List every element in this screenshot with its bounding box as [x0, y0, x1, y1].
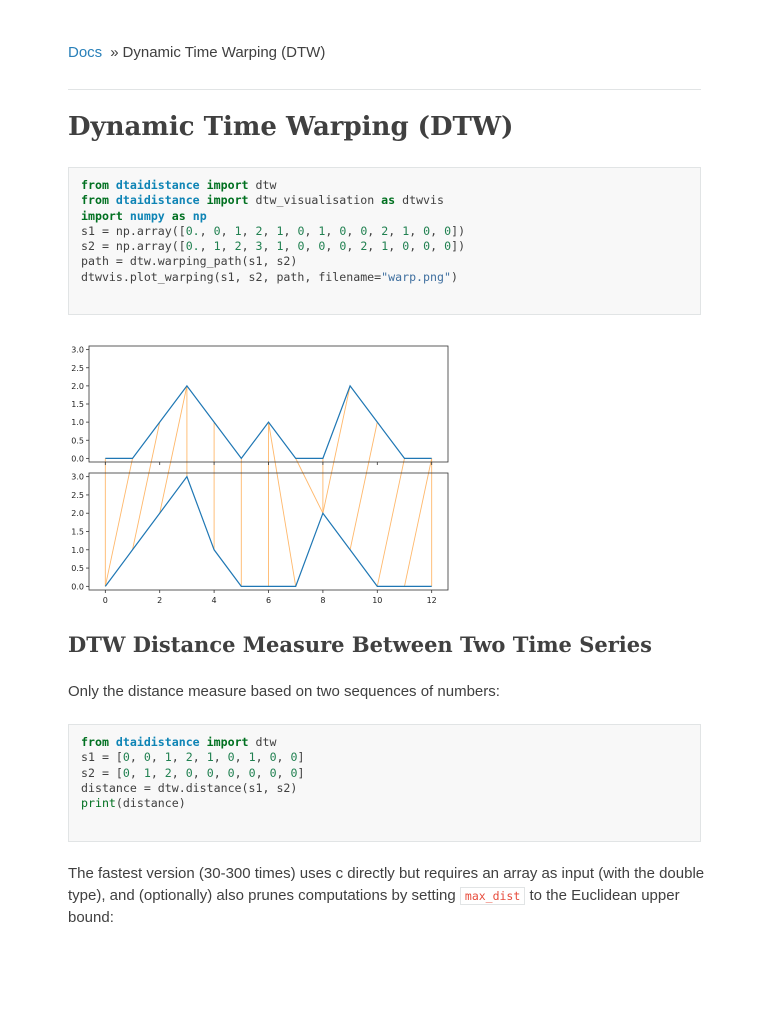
code-token: ,: [409, 239, 424, 254]
code-token: ,: [213, 750, 228, 765]
code-token: import: [206, 193, 249, 208]
code-token: 0: [269, 765, 277, 780]
breadcrumb: [68, 44, 325, 61]
paragraph-text-after: to the Euclidean upper bound:: [68, 887, 680, 926]
xtick-label: 8: [320, 596, 326, 605]
code-token: ,: [304, 239, 319, 254]
paragraph-distance-intro: Only the distance measure based on two sequences of numbers:: [68, 683, 500, 700]
xtick-label: 6: [265, 596, 272, 605]
warping-line: [404, 458, 431, 586]
code-token: ,: [283, 239, 298, 254]
code-token: as: [171, 208, 186, 223]
code-token: 0: [423, 239, 431, 254]
code-token: ): [450, 269, 458, 284]
code-token: ,: [213, 765, 228, 780]
page-title: Dynamic Time Warping (DTW): [68, 112, 514, 142]
code-token: ,: [220, 223, 235, 238]
code-token: dtaidistance: [115, 178, 200, 192]
code-token: as: [381, 193, 396, 208]
code-token: 1: [164, 750, 172, 765]
code-token: ,: [171, 765, 186, 780]
code-token: import: [206, 178, 249, 192]
code-token: 1: [248, 750, 256, 765]
code-token: 0: [227, 765, 235, 780]
code-token: 0.: [185, 223, 200, 238]
code-token: 1: [143, 765, 151, 780]
code-line: [81, 270, 688, 285]
bottom-panel-ytick-label: 2.0: [71, 509, 84, 519]
top-panel-ytick-label: 0.5: [71, 436, 84, 446]
warping-line: [296, 458, 323, 513]
code-token: import: [206, 735, 249, 749]
code-block-distance: [68, 724, 701, 842]
code-token: 0: [269, 750, 277, 765]
code-token: ,: [276, 750, 291, 765]
xtick-label: 12: [426, 596, 437, 605]
code-token: dtaidistance: [115, 193, 200, 208]
code-token: ,: [150, 765, 165, 780]
code-token: 1: [402, 223, 410, 238]
code-token: ,: [171, 750, 186, 765]
code-token: dtw: [248, 735, 277, 749]
bottom-panel-ytick-label: 0.0: [71, 582, 84, 592]
code-token: [200, 193, 207, 207]
code-token: [200, 178, 207, 192]
code-token: ,: [304, 223, 319, 238]
code-token: 0: [360, 223, 368, 238]
code-token: 2: [360, 239, 368, 254]
code-token: [165, 209, 172, 223]
xtick-label: 4: [211, 596, 217, 605]
code-token: "warp.png": [381, 269, 451, 284]
code-token: 1: [234, 223, 242, 238]
code-token: ,: [283, 223, 298, 238]
code-token: ,: [430, 239, 445, 254]
code-block-plot-warping: [68, 167, 701, 315]
code-token: ,: [241, 223, 256, 238]
code-token: 2: [255, 223, 263, 238]
code-token: 1: [276, 223, 284, 238]
code-token: (distance): [115, 796, 186, 811]
code-token: 1: [381, 239, 389, 254]
code-token: ,: [346, 223, 361, 238]
code-token: ,: [388, 239, 403, 254]
code-line: [81, 750, 688, 765]
breadcrumb-separator: »: [110, 44, 119, 61]
code-token: 0: [290, 765, 298, 780]
code-token: 2: [185, 750, 193, 765]
bottom-panel-ytick-label: 2.5: [71, 490, 84, 500]
code-token: 1: [213, 239, 221, 254]
code-line: [81, 239, 688, 254]
bottom-panel-ytick-label: 3.0: [71, 472, 84, 482]
code-token: print: [81, 796, 116, 811]
code-token: 0: [318, 239, 326, 254]
code-token: ,: [276, 765, 291, 780]
code-token: dtw_visualisation: [248, 193, 382, 208]
code-token: ,: [129, 750, 144, 765]
code-token: 0: [206, 765, 214, 780]
code-token: [200, 735, 207, 749]
breadcrumb-current: Dynamic Time Warping (DTW): [122, 44, 326, 61]
code-line: [81, 254, 688, 269]
code-token: 1: [318, 223, 326, 238]
header-divider: [68, 89, 701, 90]
inline-code-max-dist: max_dist: [460, 887, 525, 905]
code-token: s1 = np.array([: [81, 223, 186, 238]
code-token: 3: [255, 239, 263, 254]
code-token: ,: [220, 239, 235, 254]
top-panel-ytick-label: 3.0: [71, 345, 84, 355]
warping-line: [377, 458, 404, 586]
code-token: ,: [199, 239, 214, 254]
code-token: 0: [423, 223, 431, 238]
code-token: [186, 209, 193, 223]
code-token: ,: [346, 239, 361, 254]
top-panel-ytick-label: 1.0: [71, 418, 84, 428]
code-token: dtwvis.plot_warping(s1, s2, path, filename=: [81, 269, 382, 284]
code-token: ,: [325, 223, 340, 238]
code-token: 0.: [185, 239, 200, 254]
code-token: 0: [213, 223, 221, 238]
code-token: 0: [297, 223, 305, 238]
top-panel-ytick-label: 2.0: [71, 381, 84, 391]
code-token: ]): [451, 223, 466, 238]
top-panel-ytick-label: 0.0: [71, 454, 84, 464]
code-token: ,: [262, 239, 277, 254]
code-token: np: [192, 208, 207, 223]
code-line: [81, 209, 688, 224]
code-line: [81, 796, 688, 811]
code-token: ,: [192, 750, 207, 765]
code-token: 2: [234, 239, 242, 254]
code-token: 0: [248, 765, 256, 780]
code-token: ,: [129, 765, 144, 780]
code-token: 0: [122, 750, 130, 765]
warping-line: [269, 422, 296, 586]
code-token: 0: [339, 223, 347, 238]
code-token: path = dtw.warping_path(s1, s2): [81, 254, 298, 269]
section-heading: DTW Distance Measure Between Two Time Series: [68, 632, 652, 657]
code-token: 0: [290, 750, 298, 765]
code-line: [81, 193, 688, 208]
code-token: ,: [325, 239, 340, 254]
code-token: ,: [388, 223, 403, 238]
code-token: ,: [430, 223, 445, 238]
code-token: 2: [164, 765, 172, 780]
code-token: from: [81, 735, 109, 749]
code-token: [109, 193, 116, 207]
bottom-panel-ytick-label: 1.0: [71, 545, 84, 555]
code-token: ,: [255, 765, 270, 780]
code-token: from: [81, 178, 109, 192]
bottom-panel-ytick-label: 0.5: [71, 564, 84, 574]
code-token: ,: [234, 765, 249, 780]
code-token: numpy: [129, 208, 165, 223]
paragraph-text-before: The fastest version (30-300 times) uses c directly but requires an array as input (with the double type), and (optionally) also prunes computations by setting: [68, 865, 705, 904]
code-token: distance = dtw.distance(s1, s2): [81, 780, 298, 795]
xtick-label: 2: [157, 596, 163, 605]
code-line: [81, 735, 688, 750]
code-token: 0: [444, 239, 452, 254]
code-token: 0: [444, 223, 452, 238]
code-token: 0: [402, 239, 410, 254]
code-token: 2: [381, 223, 389, 238]
code-token: 0: [227, 750, 235, 765]
xtick-label: 0: [102, 596, 108, 605]
code-token: ]: [297, 765, 305, 780]
code-token: 0: [185, 765, 193, 780]
code-token: s2 = np.array([: [81, 239, 186, 254]
code-token: ,: [241, 239, 256, 254]
code-token: 0: [143, 750, 151, 765]
xtick-label: 10: [372, 596, 383, 605]
code-token: from: [81, 193, 109, 208]
code-token: ]): [451, 239, 466, 254]
code-token: ,: [262, 223, 277, 238]
code-token: dtwvis: [395, 193, 445, 208]
code-token: [109, 178, 116, 192]
code-token: ,: [409, 223, 424, 238]
code-token: ,: [367, 239, 382, 254]
code-token: ,: [150, 750, 165, 765]
code-token: 1: [206, 750, 214, 765]
code-token: ,: [234, 750, 249, 765]
code-line: [81, 224, 688, 239]
warping-line: [350, 422, 377, 550]
code-line: [81, 178, 688, 193]
code-token: s1 = [: [81, 750, 123, 765]
breadcrumb-docs-link[interactable]: Docs: [68, 44, 103, 61]
bottom-panel-ytick-label: 1.5: [71, 527, 84, 537]
code-token: 1: [276, 239, 284, 254]
warping-plot: [60, 340, 460, 610]
warping-line: [323, 386, 350, 513]
top-panel-ytick-label: 2.5: [71, 363, 84, 373]
code-token: 0: [339, 239, 347, 254]
code-token: dtaidistance: [115, 735, 200, 749]
top-panel-ytick-label: 1.5: [71, 400, 84, 409]
code-token: ,: [255, 750, 270, 765]
code-token: ,: [367, 223, 382, 238]
code-token: ]: [297, 750, 305, 765]
code-token: s2 = [: [81, 765, 123, 780]
code-token: ,: [192, 765, 207, 780]
code-token: ,: [199, 223, 214, 238]
code-token: 0: [297, 239, 305, 254]
code-line: [81, 766, 688, 781]
code-token: import: [81, 208, 123, 223]
paragraph-fastest-version: [68, 863, 708, 929]
code-token: dtw: [248, 178, 277, 192]
code-token: 0: [122, 765, 130, 780]
code-token: [109, 735, 116, 749]
code-token: [123, 209, 130, 223]
code-line: [81, 781, 688, 796]
